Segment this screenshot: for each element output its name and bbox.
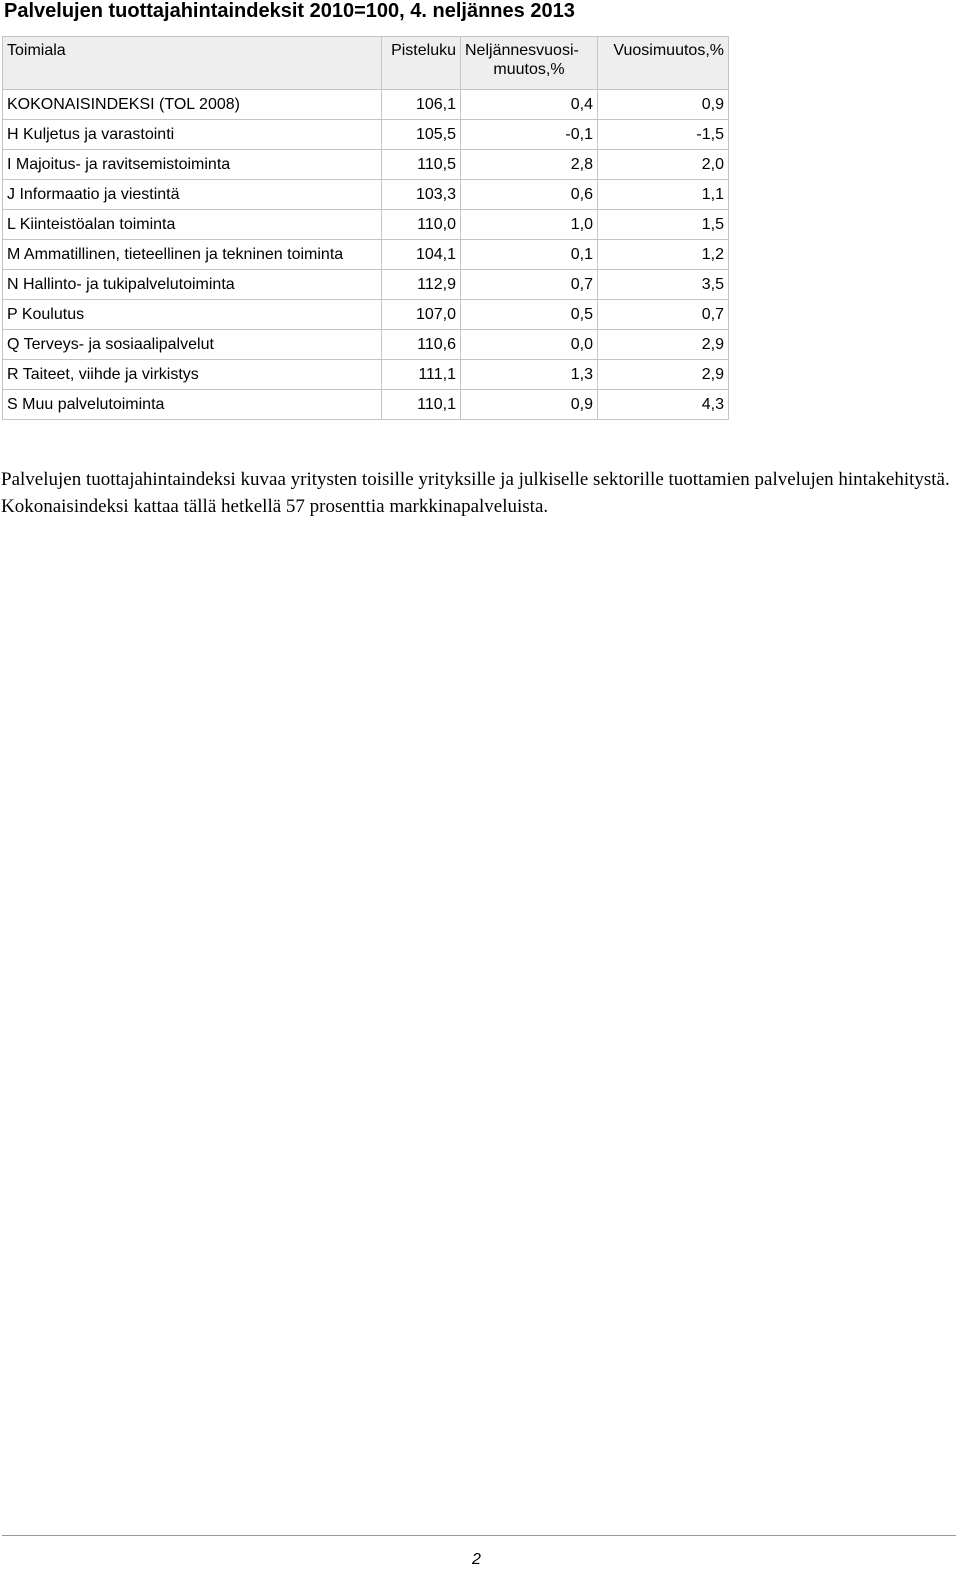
row-quarter-change-cell: 0,9: [461, 390, 598, 420]
table-row: [3, 360, 729, 390]
row-quarter-change-cell: 2,8: [461, 150, 598, 180]
row-quarter-change-cell: 0,6: [461, 180, 598, 210]
row-score-cell: 110,6: [382, 330, 461, 360]
column-header-toimiala: Toimiala: [3, 37, 382, 90]
row-quarter-change-cell: 0,1: [461, 240, 598, 270]
row-name-cell: N Hallinto- ja tukipalvelutoiminta: [3, 270, 382, 300]
row-quarter-change-cell: 0,5: [461, 300, 598, 330]
row-score-cell: 107,0: [382, 300, 461, 330]
row-quarter-change-cell: 1,3: [461, 360, 598, 390]
column-header-vuosimuutos: Vuosimuutos,%: [598, 37, 729, 90]
table-row: [3, 150, 729, 180]
page-number: 2: [472, 1551, 481, 1568]
row-year-change-cell: -1,5: [598, 120, 729, 150]
row-score-cell: 103,3: [382, 180, 461, 210]
row-year-change-cell: 1,2: [598, 240, 729, 270]
table-row: [3, 240, 729, 270]
row-name-cell: L Kiinteistöalan toiminta: [3, 210, 382, 240]
row-name-cell: S Muu palvelutoiminta: [3, 390, 382, 420]
row-year-change-cell: 0,9: [598, 90, 729, 120]
row-name-cell: M Ammatillinen, tieteellinen ja tekninen toiminta: [3, 240, 382, 270]
row-year-change-cell: 4,3: [598, 390, 729, 420]
table-row: [3, 90, 729, 120]
row-name-cell: R Taiteet, viihde ja virkistys: [3, 360, 382, 390]
row-name-cell: KOKONAISINDEKSI (TOL 2008): [3, 90, 382, 120]
table-row: [3, 120, 729, 150]
row-year-change-cell: 2,0: [598, 150, 729, 180]
table-row: [3, 270, 729, 300]
row-score-cell: 110,0: [382, 210, 461, 240]
row-year-change-cell: 1,1: [598, 180, 729, 210]
row-score-cell: 110,1: [382, 390, 461, 420]
row-quarter-change-cell: 0,7: [461, 270, 598, 300]
row-quarter-change-cell: 0,0: [461, 330, 598, 360]
row-score-cell: 104,1: [382, 240, 461, 270]
row-quarter-change-cell: 0,4: [461, 90, 598, 120]
table-row: [3, 330, 729, 360]
row-name-cell: I Majoitus- ja ravitsemistoiminta: [3, 150, 382, 180]
price-index-table: [2, 36, 729, 420]
description-paragraph: Palvelujen tuottajahintaindeksi kuvaa yritysten toisille yrityksille ja julkiselle sektorille tuottamien palvelujen hintakehitystä. Kokonaisindeksi kattaa tällä hetkellä 57 prosenttia markkinapalveluista.: [1, 469, 950, 517]
table-body: [3, 90, 729, 420]
row-score-cell: 112,9: [382, 270, 461, 300]
column-header-neljannesvuosimuutos: [461, 37, 598, 90]
row-quarter-change-cell: 1,0: [461, 210, 598, 240]
row-year-change-cell: 1,5: [598, 210, 729, 240]
row-quarter-change-cell: -0,1: [461, 120, 598, 150]
table-header-row: [3, 37, 729, 90]
table-row: [3, 300, 729, 330]
row-score-cell: 111,1: [382, 360, 461, 390]
row-year-change-cell: 2,9: [598, 330, 729, 360]
row-year-change-cell: 3,5: [598, 270, 729, 300]
row-score-cell: 105,5: [382, 120, 461, 150]
row-name-cell: J Informaatio ja viestintä: [3, 180, 382, 210]
column-header-neljannes-line1: Neljännesvuosi-: [465, 42, 579, 59]
table-row: [3, 210, 729, 240]
row-score-cell: 106,1: [382, 90, 461, 120]
column-header-neljannes-line2: muutos,%: [493, 61, 565, 78]
column-header-pisteluku: Pisteluku: [382, 37, 461, 90]
page-title: Palvelujen tuottajahintaindeksit 2010=100, 4. neljännes 2013: [4, 0, 575, 22]
row-name-cell: H Kuljetus ja varastointi: [3, 120, 382, 150]
row-year-change-cell: 0,7: [598, 300, 729, 330]
footer-divider: [2, 1535, 956, 1536]
row-name-cell: P Koulutus: [3, 300, 382, 330]
row-year-change-cell: 2,9: [598, 360, 729, 390]
table-row: [3, 180, 729, 210]
row-score-cell: 110,5: [382, 150, 461, 180]
row-name-cell: Q Terveys- ja sosiaalipalvelut: [3, 330, 382, 360]
table-row: [3, 390, 729, 420]
